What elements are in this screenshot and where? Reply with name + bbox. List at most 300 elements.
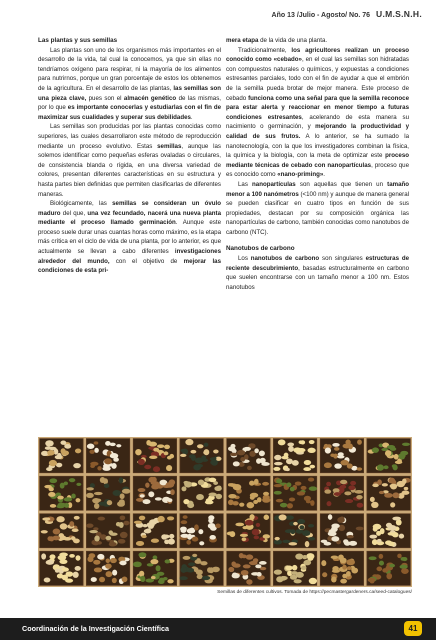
seed xyxy=(44,578,51,583)
seed xyxy=(245,520,254,526)
seed xyxy=(97,554,104,560)
seed xyxy=(347,566,352,570)
seed xyxy=(300,440,305,444)
seed xyxy=(94,535,99,541)
seed xyxy=(69,521,74,527)
seed xyxy=(279,514,287,520)
seed xyxy=(75,566,81,571)
seed xyxy=(250,496,255,500)
seed xyxy=(354,490,363,494)
seed xyxy=(151,539,159,543)
seed xyxy=(72,529,79,533)
seed xyxy=(302,530,310,536)
seed xyxy=(57,496,64,500)
bold-text-run: proceso mediante técnicas de cebado con nanopartículas xyxy=(226,152,409,169)
seed xyxy=(233,461,240,466)
seed xyxy=(152,477,157,483)
seed xyxy=(274,484,282,487)
seed xyxy=(292,565,297,571)
seed xyxy=(377,464,384,470)
seed xyxy=(233,484,242,490)
seed xyxy=(153,466,160,472)
seed xyxy=(167,456,172,460)
seed xyxy=(240,534,248,537)
seed xyxy=(306,553,314,559)
seed xyxy=(150,559,158,564)
seed xyxy=(119,561,126,566)
seed xyxy=(110,558,117,563)
seed xyxy=(262,482,269,486)
seed xyxy=(331,556,339,560)
seed xyxy=(230,531,236,537)
seed xyxy=(278,439,286,445)
seed xyxy=(371,502,379,508)
seed xyxy=(98,517,105,521)
seed xyxy=(99,502,107,506)
seed xyxy=(351,568,358,574)
seed xyxy=(92,498,100,503)
seed xyxy=(167,579,173,583)
seed xyxy=(117,501,125,507)
seed xyxy=(389,564,395,568)
seed xyxy=(331,523,339,528)
seed xyxy=(180,449,187,452)
seed xyxy=(274,570,282,575)
seed xyxy=(46,560,54,565)
text-run: Las xyxy=(238,180,253,188)
seed xyxy=(183,515,188,519)
seed xyxy=(249,561,258,565)
seed xyxy=(274,491,282,495)
seed xyxy=(73,463,81,468)
bold-text-run: una vez fecundado, nacerá una nueva planta mediante el proceso llamado germinación xyxy=(38,209,222,227)
text-run: con el objetivo de xyxy=(109,257,184,265)
seed xyxy=(280,576,287,580)
seed xyxy=(308,524,314,528)
seed xyxy=(402,443,410,446)
seed xyxy=(153,448,159,452)
text-run: de las mismas, por lo que xyxy=(38,94,221,112)
seed xyxy=(49,460,57,466)
seed xyxy=(287,503,293,508)
bold-text-run: «nano-priming» xyxy=(277,171,324,179)
seed xyxy=(242,537,247,541)
seed xyxy=(138,552,146,557)
seed xyxy=(208,518,213,523)
seed xyxy=(273,467,280,471)
seed xyxy=(94,492,103,495)
seed xyxy=(276,499,283,503)
seed xyxy=(332,443,339,447)
seed xyxy=(100,477,106,483)
seed xyxy=(120,532,128,538)
seed xyxy=(141,535,146,538)
seed xyxy=(308,537,315,540)
seed xyxy=(372,447,379,452)
seed xyxy=(109,542,117,547)
seed xyxy=(321,540,328,543)
seed xyxy=(399,534,404,539)
seed xyxy=(326,482,331,487)
seed xyxy=(149,519,157,524)
seed xyxy=(199,541,204,545)
seed xyxy=(71,493,76,498)
paragraph xyxy=(226,36,409,46)
bold-text-run: almacén genético xyxy=(123,94,177,102)
bold-text-run: los agricultores realizan un proceso conocido como «cebado» xyxy=(226,46,409,64)
seed xyxy=(299,525,304,529)
seed xyxy=(285,468,289,471)
seed xyxy=(106,571,113,577)
seed xyxy=(61,450,69,455)
seed xyxy=(309,486,317,490)
seed xyxy=(91,577,97,582)
seed xyxy=(228,567,234,572)
seed xyxy=(169,534,174,539)
paragraph xyxy=(226,180,409,238)
seed xyxy=(143,524,148,527)
seed xyxy=(86,487,93,490)
seed xyxy=(69,478,75,482)
seed xyxy=(397,554,401,559)
seed xyxy=(162,535,169,539)
text-run: , aunque las solemos identificar como pequeñas esferas ovaladas o circulares, de consistencia blanda o rígida, en una diversa variedad de colores, presentan diferentes características en su estructura y hasta partes bien definidas que permiten clasificarlas de diferentes maneras. xyxy=(38,142,221,198)
seed xyxy=(181,567,187,573)
seed xyxy=(63,537,71,541)
seed xyxy=(188,562,195,566)
seed xyxy=(254,448,259,453)
seed xyxy=(383,465,388,469)
seed xyxy=(157,516,164,522)
seed xyxy=(344,541,352,545)
seed xyxy=(183,556,191,560)
seed xyxy=(198,480,204,486)
seed xyxy=(357,440,362,445)
seed xyxy=(275,537,280,541)
text-run: , acelerando de esta manera su nacimiento o germinación, y xyxy=(226,113,410,131)
seed xyxy=(75,449,81,454)
seed xyxy=(60,440,66,444)
paragraph xyxy=(226,254,409,292)
seed xyxy=(263,534,270,538)
seed xyxy=(393,465,398,471)
seed xyxy=(184,481,192,487)
seed xyxy=(112,570,117,576)
seed xyxy=(259,561,267,565)
seed xyxy=(246,579,252,584)
seed xyxy=(392,492,399,498)
seed xyxy=(247,466,252,470)
footer-text: Coordinación de la Investigación Científica xyxy=(22,624,169,633)
seed xyxy=(246,554,254,559)
bold-text-run: mejorar las condiciones de esta pri- xyxy=(38,257,221,275)
seed xyxy=(136,498,144,502)
seed xyxy=(322,572,327,577)
seed xyxy=(180,527,187,532)
seed xyxy=(86,523,94,527)
bold-text-run: es importante conocerlas y estudiarlas con el fin de maximizar sus cualidades y superar sus debilidades xyxy=(38,104,221,121)
seed xyxy=(379,491,384,494)
seed xyxy=(62,575,68,581)
seed xyxy=(386,523,392,528)
seed xyxy=(309,440,315,444)
seed xyxy=(194,567,199,572)
bold-text-run: mera etapa xyxy=(226,37,259,44)
seed xyxy=(192,537,199,542)
seed xyxy=(344,491,351,495)
seed xyxy=(332,566,339,572)
seed xyxy=(243,564,251,568)
seed xyxy=(179,576,188,580)
seed xyxy=(52,536,60,541)
seed xyxy=(334,492,341,496)
seed xyxy=(310,465,315,469)
seed xyxy=(89,450,94,454)
seed xyxy=(195,560,202,564)
seed xyxy=(41,553,46,559)
seed xyxy=(157,444,164,448)
seed xyxy=(49,478,57,483)
seed xyxy=(99,577,105,582)
seed xyxy=(347,535,354,538)
seed xyxy=(49,447,57,451)
seed xyxy=(135,449,141,455)
seed xyxy=(386,573,392,579)
seed xyxy=(167,498,172,502)
seed xyxy=(274,540,282,545)
seed xyxy=(106,536,112,540)
paragraph xyxy=(226,46,409,180)
seed xyxy=(370,580,374,584)
seed xyxy=(107,500,113,505)
text-run: del que, xyxy=(60,209,88,217)
seed xyxy=(232,563,240,567)
seed xyxy=(256,458,261,464)
seed xyxy=(274,455,282,460)
seed xyxy=(60,483,65,489)
seed xyxy=(158,579,165,584)
seed xyxy=(189,454,196,458)
seed xyxy=(256,523,260,527)
seed xyxy=(259,451,265,457)
seed xyxy=(301,566,306,570)
seed xyxy=(280,503,288,508)
text-run: , en el cual las semillas son hidratadas con compuestos naturales o químicos, y expuestas a condiciones estresantes parciales, todo con el fin de ayudar a que el embrión de la semilla pueda brotar de mejor manera. Este proceso de cebado xyxy=(226,56,409,102)
seed xyxy=(321,560,326,566)
seed xyxy=(308,477,314,481)
seed xyxy=(123,521,129,526)
seed xyxy=(384,493,393,498)
seed xyxy=(187,534,192,540)
seed xyxy=(376,567,382,572)
seed xyxy=(346,559,355,565)
seed xyxy=(144,529,152,534)
seed xyxy=(297,519,305,524)
seed xyxy=(181,486,186,491)
seed xyxy=(340,558,347,564)
seed-grid-image xyxy=(38,437,412,587)
seed xyxy=(385,450,391,456)
seed xyxy=(254,536,260,540)
seed xyxy=(89,530,98,533)
seed xyxy=(69,554,75,558)
seed xyxy=(120,493,125,499)
seed xyxy=(140,576,145,582)
seed xyxy=(377,539,382,543)
seed xyxy=(296,572,304,578)
seed xyxy=(295,553,303,559)
seed xyxy=(143,499,151,504)
seed xyxy=(305,541,310,547)
seed xyxy=(119,477,124,483)
seed xyxy=(369,535,377,539)
seed xyxy=(112,578,117,583)
seed xyxy=(45,440,54,446)
seed xyxy=(97,541,102,545)
seed xyxy=(307,448,315,453)
seed xyxy=(370,497,375,502)
seed xyxy=(289,498,295,502)
seed xyxy=(166,465,172,471)
seed xyxy=(73,572,79,578)
seed xyxy=(324,489,331,493)
seed xyxy=(303,467,311,471)
seed xyxy=(372,539,378,545)
paragraph xyxy=(38,199,221,276)
seed xyxy=(76,498,81,502)
seed xyxy=(47,450,54,456)
seed xyxy=(342,565,347,570)
text-run: son singulares xyxy=(319,255,366,263)
seed xyxy=(404,487,409,490)
seed xyxy=(230,453,238,456)
seed xyxy=(89,553,96,558)
seed xyxy=(262,497,270,502)
seed xyxy=(397,481,406,487)
seed xyxy=(394,454,399,460)
seed xyxy=(348,485,355,490)
section-heading: Nanotubos de carbono xyxy=(226,245,295,253)
seed xyxy=(306,500,311,503)
bold-text-run: nanotubos de carbono xyxy=(250,255,320,263)
text-run: , basadas estructuralmente en carbono que suelen encontrarse con un tamaño menor a 100 nm. Estos nanotubos xyxy=(226,264,409,291)
seed xyxy=(340,579,347,584)
seed xyxy=(401,568,406,573)
seed xyxy=(194,524,199,530)
seed xyxy=(153,555,158,559)
seed xyxy=(288,446,294,452)
seed xyxy=(186,568,194,573)
seed xyxy=(64,444,71,449)
bold-text-run: funciona como una señal para que la semilla reconoce para estar alerta y reaccionar en menor tiempo a futuras condiciones estresantes xyxy=(226,94,409,121)
seed xyxy=(94,441,99,444)
seed xyxy=(42,517,50,520)
seed xyxy=(144,465,151,469)
text-run: Las semillas son producidas por las plantas conocidas como superiores, las cuales desarrollaron este método de reproducción mediante un proceso evolutivo. Estas xyxy=(38,123,221,150)
seed xyxy=(120,516,126,521)
seed xyxy=(204,449,210,455)
seed xyxy=(187,528,196,533)
seed xyxy=(395,460,402,464)
seed xyxy=(94,503,99,509)
seed xyxy=(330,453,335,457)
seed xyxy=(181,520,188,524)
seed xyxy=(356,527,364,531)
seed xyxy=(136,541,144,546)
seed xyxy=(148,491,154,497)
seed xyxy=(288,542,297,545)
seed xyxy=(232,449,237,454)
seed xyxy=(327,501,332,506)
seed xyxy=(309,578,317,584)
seed xyxy=(274,462,283,466)
seed xyxy=(304,460,311,465)
seed xyxy=(104,484,109,489)
bold-text-run: investigaciones alrededor del mundo, xyxy=(38,248,221,265)
seed xyxy=(186,540,191,545)
seed xyxy=(75,555,80,561)
seed xyxy=(345,439,350,444)
bold-text-run: estructuras de reciente descubrimiento xyxy=(226,255,410,272)
seed xyxy=(87,444,95,449)
seed xyxy=(71,536,76,540)
seed xyxy=(292,460,299,466)
seeds-photo xyxy=(38,437,412,587)
seed xyxy=(228,494,236,499)
seed xyxy=(303,560,311,565)
bold-text-run: semillas se consideran un óvulo maduro xyxy=(38,200,221,217)
seed xyxy=(197,444,204,448)
seed xyxy=(146,440,151,446)
text-run: Tradicionalmente, xyxy=(238,46,292,54)
seed xyxy=(165,559,171,563)
seed xyxy=(357,503,364,508)
seed xyxy=(390,502,395,507)
seed xyxy=(58,555,67,560)
seed xyxy=(116,444,121,447)
seed xyxy=(232,501,238,505)
seed xyxy=(41,530,48,533)
seed xyxy=(138,459,145,465)
seed xyxy=(170,489,174,495)
text-run: son aquellas que tienen un xyxy=(295,180,388,188)
seed xyxy=(230,444,235,448)
seed xyxy=(50,504,56,508)
seed xyxy=(253,500,258,504)
seed xyxy=(55,569,60,573)
seed xyxy=(369,556,377,560)
seed xyxy=(122,576,128,582)
seed xyxy=(247,502,255,508)
seed xyxy=(264,515,270,520)
seed xyxy=(340,480,347,484)
seed xyxy=(333,488,340,492)
seed xyxy=(239,503,244,507)
bold-text-run: semillas xyxy=(157,142,182,150)
seed xyxy=(331,576,337,582)
seed xyxy=(232,573,240,578)
seed xyxy=(350,481,356,486)
paragraph xyxy=(38,122,221,199)
seed xyxy=(110,532,118,535)
text-run: . xyxy=(190,113,193,121)
seed xyxy=(60,523,68,529)
seed xyxy=(297,491,305,495)
seed xyxy=(255,564,261,568)
issue-label: Año 13 /Julio - Agosto/ No. 76 xyxy=(271,12,371,19)
seed xyxy=(76,483,81,486)
seed xyxy=(90,465,95,468)
